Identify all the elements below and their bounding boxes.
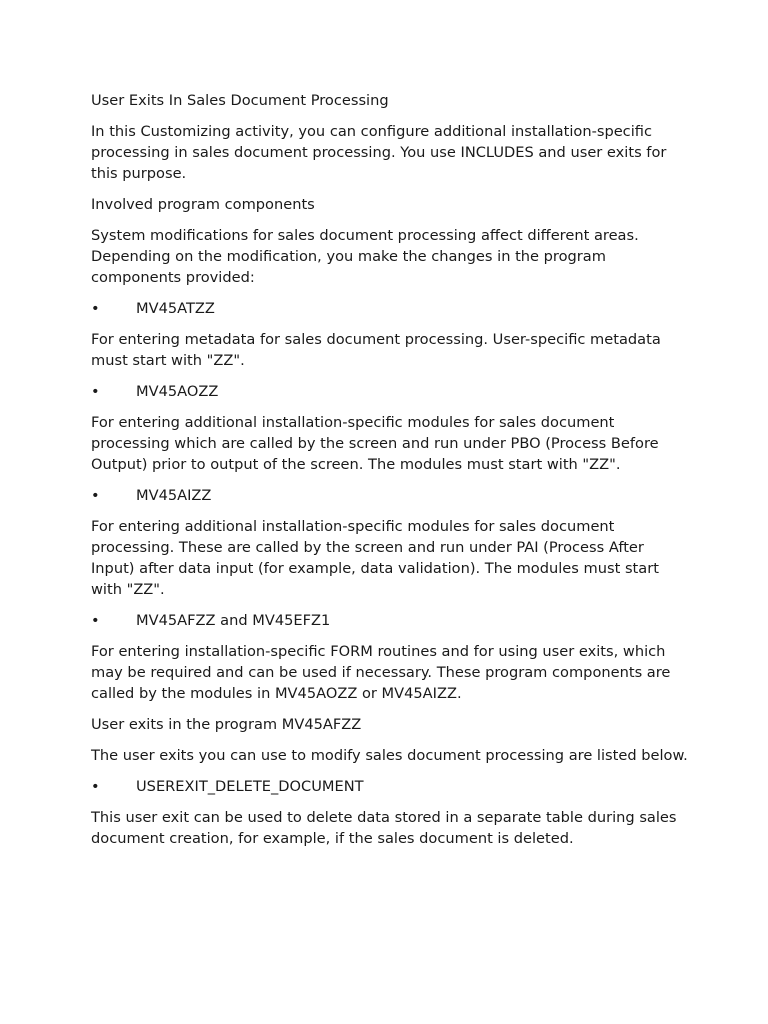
list-item [91, 486, 691, 507]
intro-paragraph: In this Customizing activity, you can configure additional installation-specific processing in sales document processing. You use INCLUDES and user exits for this purpose. [91, 123, 667, 182]
list-item-label: MV45ATZZ [136, 299, 215, 317]
list-item-label: MV45AIZZ [136, 487, 212, 505]
document-title: User Exits In Sales Document Processing [91, 92, 389, 109]
document-page [91, 91, 691, 860]
list-item-description: For entering installation-specific FORM routines and for using user exits, which may be required and can be used if necessary. These program components are called by the modules in MV45AOZZ or MV45AIZZ. [91, 643, 671, 702]
list-item-description: For entering additional installation-specific modules for sales document processing. These are called by the screen and run under PAI (Process After Input) after data input (for example, data validation). The modules must start with "ZZ". [91, 518, 659, 598]
section-heading-user-exits: User exits in the program MV45AFZZ [91, 715, 362, 733]
user-exits-intro-paragraph: The user exits you can use to modify sales document processing are listed below. [91, 747, 688, 764]
bullet-icon: • [91, 611, 100, 629]
list-item-description: This user exit can be used to delete data stored in a separate table during sales document creation, for example, if the sales document is deleted. [91, 809, 677, 848]
bullet-icon: • [91, 487, 100, 505]
components-intro-paragraph: System modifications for sales document processing affect different areas. Depending on the modification, you make the changes in the program components provided: [91, 227, 639, 286]
list-item-description: For entering metadata for sales document processing. User-specific metadata must start with "ZZ". [91, 331, 661, 369]
list-item-label: MV45AFZZ and MV45EFZ1 [136, 611, 331, 629]
list-item-label: MV45AOZZ [136, 383, 219, 401]
list-item [91, 299, 691, 320]
list-item [91, 777, 691, 798]
list-item-description: For entering additional installation-specific modules for sales document processing which are called by the screen and run under PBO (Process Before Output) prior to output of the screen. The modules must start with "ZZ". [91, 414, 659, 473]
bullet-icon: • [91, 299, 100, 317]
list-item [91, 611, 691, 632]
bullet-icon: • [91, 383, 100, 401]
bullet-icon: • [91, 778, 100, 796]
list-item [91, 382, 691, 403]
list-item-label: USEREXIT_DELETE_DOCUMENT [136, 778, 364, 796]
section-heading-components: Involved program components [91, 195, 315, 213]
